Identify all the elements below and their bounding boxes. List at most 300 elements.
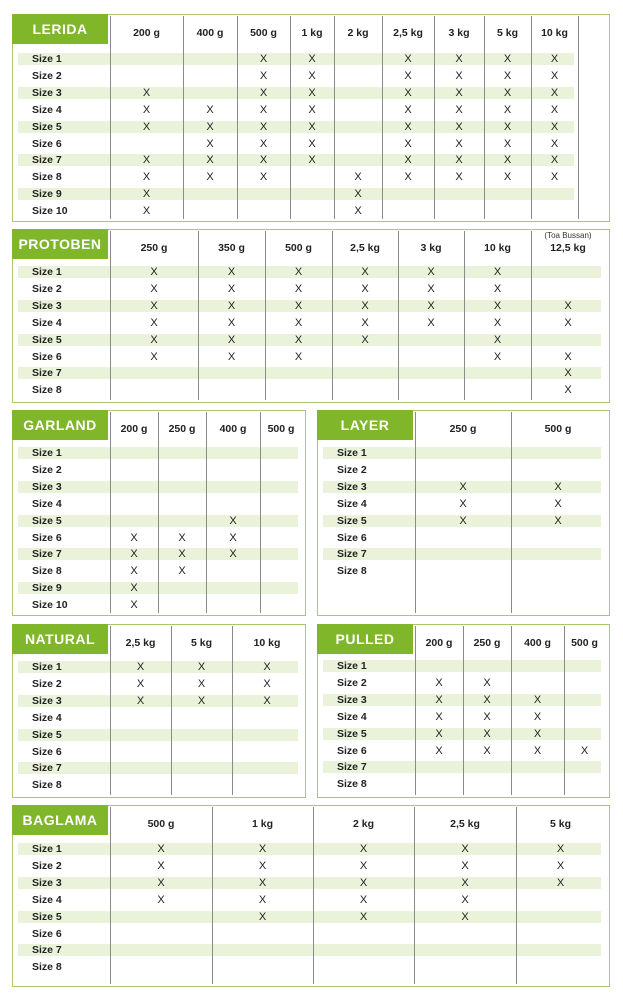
availability-mark: X bbox=[435, 744, 443, 757]
availability-mark: X bbox=[263, 677, 271, 690]
availability-mark: X bbox=[178, 548, 186, 561]
availability-mark: X bbox=[259, 154, 268, 167]
availability-mark: X bbox=[435, 676, 443, 689]
column-divider bbox=[511, 626, 512, 795]
availability-mark: X bbox=[550, 53, 559, 65]
weight-header: 200 g bbox=[120, 423, 148, 435]
availability-mark: X bbox=[142, 120, 151, 133]
availability-mark: X bbox=[206, 120, 214, 133]
availability-mark: X bbox=[461, 843, 469, 855]
availability-mark: X bbox=[461, 893, 469, 906]
size-label: Size 6 bbox=[32, 927, 62, 940]
availability-mark: X bbox=[259, 53, 268, 65]
availability-mark: X bbox=[503, 137, 512, 150]
size-label: Size 7 bbox=[32, 762, 62, 775]
size-label: Size 1 bbox=[337, 660, 367, 672]
size-label: Size 2 bbox=[337, 676, 367, 689]
availability-mark: X bbox=[493, 316, 502, 329]
availability-mark: X bbox=[227, 282, 236, 295]
size-label: Size 5 bbox=[32, 514, 62, 527]
availability-mark: X bbox=[229, 531, 237, 544]
availability-mark: X bbox=[503, 53, 512, 65]
availability-mark: X bbox=[455, 120, 463, 133]
availability-mark: X bbox=[435, 693, 443, 706]
column-divider bbox=[110, 807, 111, 984]
size-label: Size 2 bbox=[32, 463, 62, 476]
column-divider bbox=[464, 231, 465, 400]
row-band bbox=[18, 188, 574, 200]
size-label: Size 2 bbox=[32, 282, 62, 295]
weight-header: 10 kg bbox=[484, 242, 511, 254]
availability-mark: X bbox=[483, 693, 491, 706]
weight-header: 200 g bbox=[425, 637, 453, 649]
column-divider bbox=[531, 231, 532, 400]
weight-header: 200 g bbox=[133, 27, 160, 39]
column-divider bbox=[578, 16, 579, 219]
availability-mark: X bbox=[427, 299, 435, 312]
weight-header: 500 g bbox=[544, 423, 572, 435]
availability-mark: X bbox=[157, 893, 165, 906]
size-label: Size 3 bbox=[337, 693, 367, 706]
availability-mark: X bbox=[142, 103, 151, 116]
weight-header: 2 kg bbox=[352, 818, 374, 830]
availability-mark: X bbox=[197, 694, 206, 707]
availability-mark: X bbox=[206, 171, 214, 184]
size-label: Size 6 bbox=[337, 531, 367, 544]
availability-mark: X bbox=[259, 120, 268, 133]
availability-mark: X bbox=[294, 299, 303, 312]
column-divider bbox=[110, 231, 111, 400]
column-divider bbox=[110, 626, 111, 795]
availability-mark: X bbox=[404, 103, 412, 116]
size-label: Size 8 bbox=[32, 171, 62, 184]
size-label: Size 4 bbox=[337, 497, 367, 510]
weight-header: 12,5 kg bbox=[550, 242, 586, 254]
availability-mark: X bbox=[455, 103, 463, 116]
size-label: Size 4 bbox=[337, 710, 367, 723]
size-label: Size 2 bbox=[32, 677, 62, 690]
availability-mark: X bbox=[435, 710, 443, 723]
availability-mark: X bbox=[130, 548, 138, 561]
column-divider bbox=[212, 807, 213, 984]
availability-mark: X bbox=[359, 893, 368, 906]
availability-mark: X bbox=[354, 171, 362, 184]
availability-mark: X bbox=[503, 103, 512, 116]
row-band bbox=[18, 154, 574, 166]
column-divider bbox=[531, 16, 532, 219]
availability-mark: X bbox=[483, 744, 491, 757]
availability-mark: X bbox=[354, 188, 362, 201]
availability-mark: X bbox=[206, 103, 214, 116]
availability-mark: X bbox=[554, 497, 562, 510]
availability-mark: X bbox=[483, 727, 491, 740]
availability-mark: X bbox=[308, 53, 316, 65]
availability-mark: X bbox=[459, 514, 467, 527]
column-divider bbox=[237, 16, 238, 219]
availability-mark: X bbox=[258, 893, 267, 906]
column-divider bbox=[110, 16, 111, 219]
availability-mark: X bbox=[564, 299, 572, 312]
weight-header: 2,5 kg bbox=[350, 242, 380, 254]
availability-mark: X bbox=[427, 316, 435, 329]
availability-mark: X bbox=[461, 910, 469, 923]
availability-mark: X bbox=[229, 548, 237, 561]
column-divider bbox=[484, 16, 485, 219]
availability-mark: X bbox=[404, 120, 412, 133]
availability-mark: X bbox=[455, 171, 463, 184]
size-label: Size 7 bbox=[337, 761, 367, 774]
weight-header: 500 g bbox=[147, 818, 175, 830]
availability-mark: X bbox=[550, 103, 559, 116]
garland-header: GARLAND bbox=[12, 410, 108, 440]
lerida-header: LERIDA bbox=[12, 14, 108, 44]
size-label: Size 3 bbox=[32, 299, 62, 312]
availability-mark: X bbox=[259, 69, 268, 82]
size-label: Size 7 bbox=[337, 548, 367, 561]
weight-header: 5 kg bbox=[496, 27, 518, 39]
size-label: Size 3 bbox=[32, 480, 62, 493]
availability-mark: X bbox=[206, 137, 214, 150]
availability-mark: X bbox=[404, 86, 412, 99]
availability-mark: X bbox=[564, 316, 572, 329]
availability-mark: X bbox=[459, 480, 467, 493]
size-label: Size 3 bbox=[32, 876, 62, 889]
availability-mark: X bbox=[564, 350, 572, 363]
size-label: Size 8 bbox=[32, 565, 62, 578]
size-label: Size 2 bbox=[337, 463, 367, 476]
availability-mark: X bbox=[493, 266, 502, 278]
availability-mark: X bbox=[493, 299, 502, 312]
column-divider bbox=[434, 16, 435, 219]
availability-mark: X bbox=[150, 282, 158, 295]
size-label: Size 3 bbox=[32, 694, 62, 707]
availability-mark: X bbox=[258, 859, 267, 872]
availability-mark: X bbox=[556, 859, 565, 872]
availability-mark: X bbox=[197, 677, 206, 690]
availability-mark: X bbox=[227, 333, 236, 346]
weight-header: 250 g bbox=[473, 637, 501, 649]
size-label: Size 10 bbox=[32, 599, 68, 612]
availability-mark: X bbox=[550, 154, 559, 167]
availability-mark: X bbox=[483, 710, 491, 723]
weight-header: 5 kg bbox=[549, 818, 571, 830]
availability-mark: X bbox=[359, 843, 368, 855]
availability-mark: X bbox=[150, 350, 158, 363]
size-label: Size 3 bbox=[337, 480, 367, 493]
availability-mark: X bbox=[483, 676, 491, 689]
size-label: Size 8 bbox=[32, 779, 62, 792]
size-label: Size 5 bbox=[32, 728, 62, 741]
availability-mark: X bbox=[556, 876, 565, 889]
weight-header: 2 kg bbox=[347, 27, 369, 39]
weight-header: 250 g bbox=[449, 423, 477, 435]
availability-mark: X bbox=[258, 910, 267, 923]
availability-mark: X bbox=[503, 69, 512, 82]
availability-mark: X bbox=[359, 910, 368, 923]
size-label: Size 6 bbox=[32, 531, 62, 544]
availability-mark: X bbox=[455, 154, 463, 167]
size-label: Size 6 bbox=[337, 744, 367, 757]
availability-mark: X bbox=[427, 282, 435, 295]
availability-mark: X bbox=[361, 333, 369, 346]
availability-mark: X bbox=[259, 171, 268, 184]
availability-mark: X bbox=[427, 266, 435, 278]
column-divider bbox=[110, 412, 111, 613]
size-label: Size 7 bbox=[32, 944, 62, 957]
availability-mark: X bbox=[308, 154, 316, 167]
availability-mark: X bbox=[404, 69, 412, 82]
availability-mark: X bbox=[227, 266, 236, 278]
weight-header: 400 g bbox=[219, 423, 247, 435]
weight-header: 2,5 kg bbox=[450, 818, 480, 830]
weight-header: 500 g bbox=[285, 242, 312, 254]
availability-mark: X bbox=[178, 531, 186, 544]
size-label: Size 7 bbox=[32, 548, 62, 561]
size-label: Size 3 bbox=[32, 86, 62, 99]
availability-mark: X bbox=[229, 514, 237, 527]
weight-header: 350 g bbox=[218, 242, 245, 254]
size-label: Size 7 bbox=[32, 367, 62, 380]
availability-mark: X bbox=[150, 266, 158, 278]
availability-mark: X bbox=[130, 582, 138, 595]
weight-header: 250 g bbox=[140, 242, 168, 254]
availability-mark: X bbox=[361, 266, 369, 278]
availability-mark: X bbox=[294, 316, 303, 329]
size-label: Size 1 bbox=[32, 843, 62, 855]
availability-mark: X bbox=[361, 316, 369, 329]
availability-mark: X bbox=[150, 333, 158, 346]
availability-mark: X bbox=[150, 299, 158, 312]
availability-mark: X bbox=[556, 843, 565, 855]
column-divider bbox=[198, 231, 199, 400]
weight-header: 500 g bbox=[571, 637, 598, 649]
availability-mark: X bbox=[308, 103, 316, 116]
availability-mark: X bbox=[503, 154, 512, 167]
availability-mark: X bbox=[142, 86, 151, 99]
size-label: Size 1 bbox=[32, 447, 62, 459]
availability-mark: X bbox=[136, 677, 145, 690]
row-band bbox=[18, 300, 601, 312]
column-divider bbox=[516, 807, 517, 984]
availability-mark: X bbox=[206, 154, 214, 167]
availability-mark: X bbox=[227, 350, 236, 363]
availability-mark: X bbox=[294, 266, 303, 278]
column-divider bbox=[313, 807, 314, 984]
availability-mark: X bbox=[259, 103, 268, 116]
column-divider bbox=[511, 412, 512, 613]
availability-mark: X bbox=[227, 316, 236, 329]
availability-mark: X bbox=[157, 859, 165, 872]
availability-mark: X bbox=[455, 137, 463, 150]
size-label: Size 9 bbox=[32, 582, 62, 595]
availability-mark: X bbox=[455, 69, 463, 82]
availability-mark: X bbox=[142, 188, 151, 201]
size-label: Size 4 bbox=[32, 103, 62, 116]
row-band bbox=[18, 911, 601, 923]
availability-mark: X bbox=[550, 171, 559, 184]
layer-header: LAYER bbox=[317, 410, 413, 440]
row-band bbox=[18, 87, 574, 99]
size-label: Size 4 bbox=[32, 711, 62, 724]
availability-mark: X bbox=[227, 299, 236, 312]
weight-header: 250 g bbox=[168, 423, 196, 435]
column-divider bbox=[171, 626, 172, 795]
column-divider bbox=[206, 412, 207, 613]
size-label: Size 1 bbox=[337, 447, 367, 459]
row-band bbox=[18, 334, 601, 346]
column-divider bbox=[158, 412, 159, 613]
availability-mark: X bbox=[361, 282, 369, 295]
column-divider bbox=[414, 807, 415, 984]
size-label: Size 8 bbox=[337, 778, 367, 791]
availability-mark: X bbox=[130, 531, 138, 544]
weight-header: 500 g bbox=[267, 423, 295, 435]
size-label: Size 5 bbox=[337, 727, 367, 740]
availability-mark: X bbox=[359, 876, 368, 889]
availability-mark: X bbox=[404, 171, 412, 184]
column-divider bbox=[463, 626, 464, 795]
availability-mark: X bbox=[308, 69, 316, 82]
natural-header: NATURAL bbox=[12, 624, 108, 654]
availability-mark: X bbox=[150, 316, 158, 329]
availability-mark: X bbox=[554, 514, 562, 527]
column-divider bbox=[415, 412, 416, 613]
weight-header: 10 kg bbox=[541, 27, 568, 39]
availability-mark: X bbox=[493, 282, 502, 295]
weight-header: 3 kg bbox=[420, 242, 442, 254]
layer-table bbox=[317, 410, 610, 616]
row-band bbox=[18, 367, 601, 379]
availability-mark: X bbox=[533, 693, 542, 706]
availability-mark: X bbox=[354, 205, 362, 218]
availability-mark: X bbox=[461, 876, 469, 889]
availability-mark: X bbox=[130, 565, 138, 578]
size-label: Size 9 bbox=[32, 188, 62, 201]
size-label: Size 4 bbox=[32, 497, 62, 510]
availability-mark: X bbox=[263, 694, 271, 707]
column-divider bbox=[232, 626, 233, 795]
size-label: Size 5 bbox=[32, 910, 62, 923]
availability-mark: X bbox=[157, 843, 165, 855]
column-divider bbox=[332, 231, 333, 400]
availability-mark: X bbox=[142, 205, 151, 218]
availability-mark: X bbox=[294, 282, 303, 295]
row-band bbox=[18, 266, 601, 278]
size-label: Size 5 bbox=[32, 333, 62, 346]
size-label: Size 1 bbox=[32, 266, 62, 278]
availability-mark: X bbox=[359, 859, 368, 872]
availability-mark: X bbox=[259, 137, 268, 150]
availability-mark: X bbox=[259, 86, 268, 99]
availability-mark: X bbox=[564, 384, 572, 397]
weight-header: 1 kg bbox=[251, 818, 273, 830]
weight-header: 10 kg bbox=[253, 637, 281, 649]
availability-mark: X bbox=[258, 843, 267, 855]
size-label: Size 5 bbox=[32, 120, 62, 133]
weight-header: 2,5 kg bbox=[125, 637, 156, 649]
size-label: Size 5 bbox=[337, 514, 367, 527]
column-divider bbox=[382, 16, 383, 219]
availability-mark: X bbox=[580, 744, 589, 757]
size-label: Size 8 bbox=[32, 384, 62, 397]
row-band bbox=[18, 53, 574, 65]
weight-header: 400 g bbox=[524, 637, 551, 649]
availability-mark: X bbox=[136, 694, 145, 707]
size-label: Size 2 bbox=[32, 69, 62, 82]
size-label: Size 6 bbox=[32, 137, 62, 150]
column-divider bbox=[183, 16, 184, 219]
protoben-header: PROTOBEN bbox=[12, 229, 108, 259]
size-label: Size 7 bbox=[32, 154, 62, 167]
availability-mark: X bbox=[308, 86, 316, 99]
availability-mark: X bbox=[503, 86, 512, 99]
availability-mark: X bbox=[503, 171, 512, 184]
size-label: Size 6 bbox=[32, 745, 62, 758]
availability-mark: X bbox=[294, 350, 303, 363]
size-label: Size 1 bbox=[32, 53, 62, 65]
availability-mark: X bbox=[493, 350, 502, 363]
column-divider bbox=[265, 231, 266, 400]
availability-mark: X bbox=[533, 744, 542, 757]
column-divider bbox=[398, 231, 399, 400]
weight-header: 3 kg bbox=[448, 27, 470, 39]
weight-header: 5 kg bbox=[190, 637, 212, 649]
availability-mark: X bbox=[533, 710, 542, 723]
size-label: Size 4 bbox=[32, 893, 62, 906]
availability-mark: X bbox=[459, 497, 467, 510]
size-label: Size 8 bbox=[337, 565, 367, 578]
availability-mark: X bbox=[493, 333, 502, 346]
availability-mark: X bbox=[455, 86, 463, 99]
column-divider bbox=[290, 16, 291, 219]
availability-mark: X bbox=[503, 120, 512, 133]
row-band bbox=[18, 843, 601, 855]
baglama-header: BAGLAMA bbox=[12, 805, 108, 835]
availability-mark: X bbox=[455, 53, 463, 65]
size-label: Size 4 bbox=[32, 316, 62, 329]
availability-mark: X bbox=[263, 661, 271, 673]
availability-mark: X bbox=[550, 86, 559, 99]
availability-mark: X bbox=[550, 120, 559, 133]
size-label: Size 10 bbox=[32, 205, 68, 218]
availability-mark: X bbox=[178, 565, 186, 578]
weight-header: 1 kg bbox=[301, 27, 323, 39]
availability-mark: X bbox=[461, 859, 469, 872]
availability-mark: X bbox=[404, 53, 412, 65]
row-band bbox=[18, 877, 601, 889]
size-label: Size 2 bbox=[32, 859, 62, 872]
availability-mark: X bbox=[404, 137, 412, 150]
column-divider bbox=[260, 412, 261, 613]
availability-mark: X bbox=[142, 154, 151, 167]
column-divider bbox=[415, 626, 416, 795]
availability-mark: X bbox=[435, 727, 443, 740]
weight-header: 500 g bbox=[250, 27, 277, 39]
availability-mark: X bbox=[404, 154, 412, 167]
column-divider bbox=[564, 626, 565, 795]
availability-mark: X bbox=[197, 661, 206, 673]
availability-mark: X bbox=[136, 661, 145, 673]
weight-header: 2,5 kg bbox=[393, 27, 423, 39]
availability-mark: X bbox=[554, 480, 562, 493]
size-label: Size 1 bbox=[32, 661, 62, 673]
availability-mark: X bbox=[564, 367, 572, 380]
availability-mark: X bbox=[142, 171, 151, 184]
size-label: Size 6 bbox=[32, 350, 62, 363]
weight-note: (Toa Bussan) bbox=[544, 231, 592, 240]
size-label: Size 8 bbox=[32, 961, 62, 974]
availability-mark: X bbox=[130, 599, 138, 612]
